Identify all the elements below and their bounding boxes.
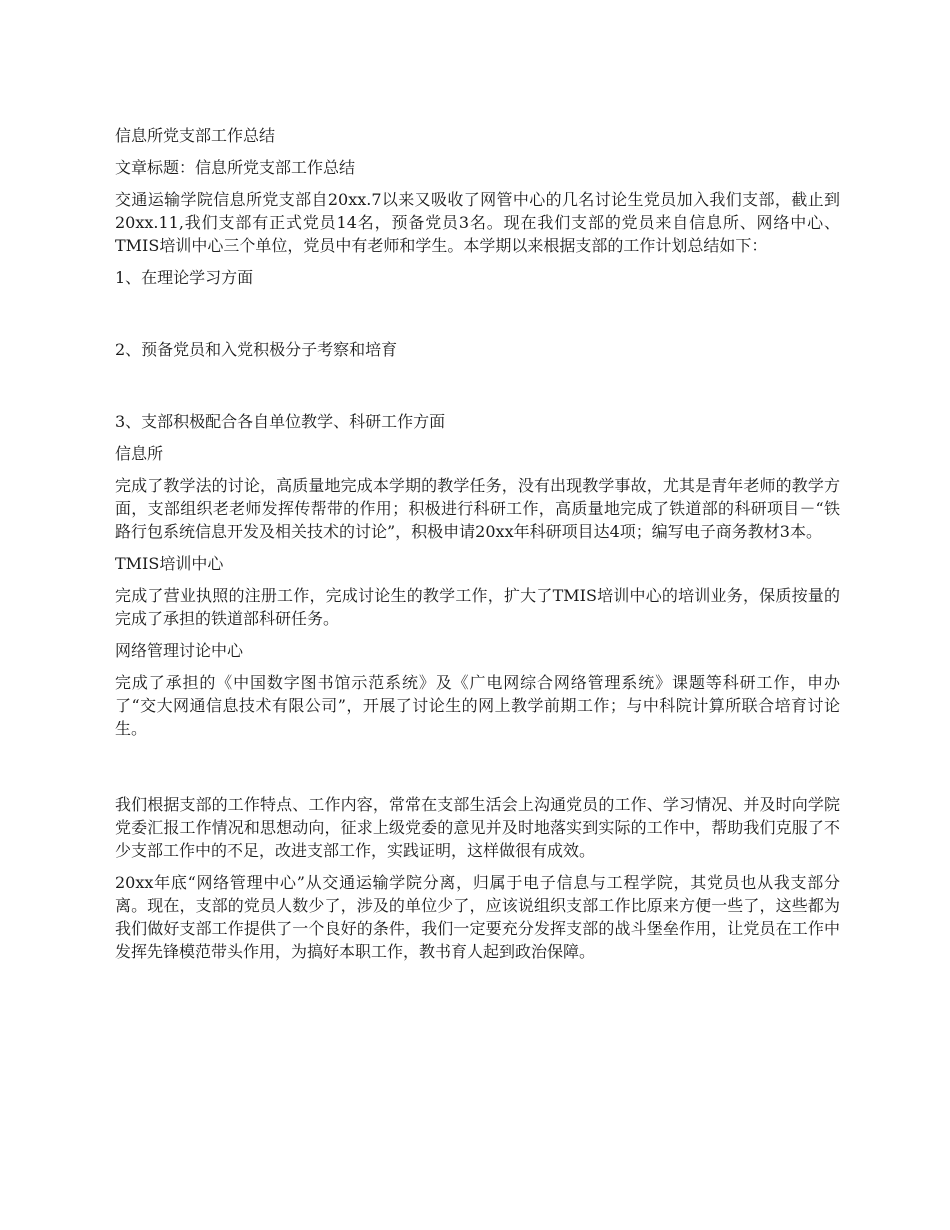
document-title: 信息所党支部工作总结 — [115, 126, 276, 145]
section-heading-member-cultivation: 2、预备党员和入党积极分子考察和培育 — [115, 340, 398, 359]
document-body — [115, 124, 840, 963]
article-title-line: 文章标题：信息所党支部工作总结 — [115, 158, 356, 177]
methods-paragraph: 我们根据支部的工作特点、工作内容，常常在支部生活会上沟通党员的工作、学习情况、并及时向学院党委汇报工作情况和思想动向，征求上级党委的意见并及时地落实到实际的工作中，帮助我们克服了不少支部工作中的不足，改进支部工作，实践证明，这样做很有成效。 — [115, 795, 840, 860]
unit-heading-tmis-center: TMIS培训中心 — [115, 554, 224, 573]
conclusion-paragraph: 20xx年底“网络管理中心”从交通运输学院分离，归属于电子信息与工程学院，其党员也从我支部分离。现在，支部的党员人数少了，涉及的单位少了，应该说组织支部工作比原来方便一些了，这些都为我们做好支部工作提供了一个良好的条件，我们一定要充分发挥支部的战斗堡垒作用，让党员在工作中发挥先锋模范带头作用，为搞好本职工作，教书育人起到政治保障。 — [115, 873, 840, 961]
unit-heading-network-center: 网络管理讨论中心 — [115, 641, 244, 660]
unit-paragraph-tmis-center: 完成了营业执照的注册工作，完成讨论生的教学工作，扩大了TMIS培训中心的培训业务，保质按量的完成了承担的铁道部科研任务。 — [115, 586, 840, 628]
unit-paragraph-network-center: 完成了承担的《中国数字图书馆示范系统》及《广电网综合网络管理系统》课题等科研工作，申办了“交大网通信息技术有限公司”，开展了讨论生的网上教学前期工作；与中科院计算所联合培育讨论生。 — [115, 673, 840, 738]
unit-paragraph-info-institute: 完成了教学法的讨论，高质量地完成本学期的教学任务，没有出现教学事故，尤其是青年老师的教学方面，支部组织老老师发挥传帮带的作用；积极进行科研工作，高质量地完成了铁道部的科研项目－“铁路行包系统信息开发及相关技术的讨论”，积极申请20xx年科研项目达4项；编写电子商务教材3本。 — [115, 476, 840, 541]
unit-heading-info-institute: 信息所 — [115, 444, 164, 463]
section-heading-teaching-research: 3、支部积极配合各自单位教学、科研工作方面 — [115, 412, 446, 431]
section-heading-theory-study: 1、在理论学习方面 — [115, 268, 254, 287]
intro-paragraph: 交通运输学院信息所党支部自20xx.7以来又吸收了网管中心的几名讨论生党员加入我们支部，截止到20xx.11,我们支部有正式党员14名，预备党员3名。现在我们支部的党员来自信息所、网络中心、TMIS培训中心三个单位，党员中有老师和学生。本学期以来根据支部的工作计划总结如下： — [115, 190, 840, 255]
